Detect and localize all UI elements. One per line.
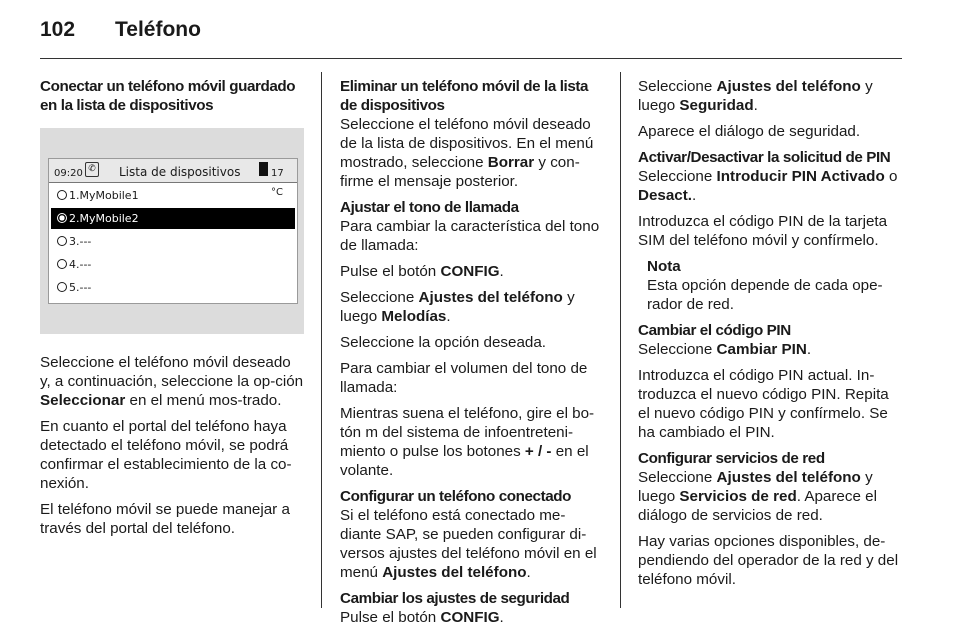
- note-title: Nota: [647, 258, 681, 275]
- device-list-item[interactable]: 1.MyMobile1: [51, 185, 295, 206]
- device-list-screen: [48, 158, 298, 304]
- device-list-screenshot: [40, 128, 304, 334]
- chapter-title: Teléfono: [115, 18, 201, 41]
- section-heading: Cambiar los ajustes de seguridad: [340, 590, 570, 607]
- device-list-item[interactable]: 3.---: [51, 231, 295, 252]
- paragraph: Pulse el botón CONFIG.: [340, 609, 504, 626]
- paragraph: Seleccione Introducir PIN Activado o Desact..: [638, 168, 898, 204]
- device-list-item[interactable]: 4.---: [51, 254, 295, 275]
- column-3: [638, 77, 904, 596]
- radio-icon: [57, 259, 67, 269]
- paragraph: Aparece el diálogo de seguridad.: [638, 123, 861, 140]
- paragraph: Seleccione Ajustes del teléfono y luego Seguridad.: [638, 78, 873, 114]
- paragraph: Seleccione Cambiar PIN.: [638, 341, 812, 358]
- note-box: [638, 257, 904, 314]
- device-list-item[interactable]: 5.---: [51, 277, 295, 298]
- clock: 09:20: [54, 168, 83, 179]
- column-divider: [321, 72, 322, 608]
- section-heading: Configurar un teléfono conectado: [340, 488, 572, 505]
- temperature: 17 °C: [271, 168, 284, 198]
- device-list-item-selected[interactable]: 2.MyMobile2: [51, 208, 295, 229]
- column-divider: [620, 72, 621, 608]
- page-number: 102: [40, 18, 76, 41]
- section-heading: Cambiar el código PIN: [638, 322, 791, 339]
- screen-title: Lista de dispositivos: [119, 165, 241, 179]
- radio-icon: [57, 236, 67, 246]
- paragraph: Seleccione Ajustes del teléfono y luego Servicios de red. Aparece el diálogo de servicios de red.: [638, 469, 877, 524]
- paragraph: Si el teléfono está conectado me-diante SAP, se pueden configurar di-versos ajustes del teléfono móvil en el menú Ajustes del teléfono.: [340, 507, 597, 581]
- phone-icon: ✆: [85, 162, 99, 177]
- section-heading: Eliminar un teléfono móvil de la lista de dispositivos: [340, 78, 589, 114]
- paragraph: Pulse el botón CONFIG.: [340, 263, 504, 280]
- radio-icon: [57, 190, 67, 200]
- paragraph: Para cambiar la característica del tono de llamada:: [340, 218, 600, 254]
- paragraph: Seleccione el teléfono móvil deseado y, a continuación, seleccione la op-ción Seleccionar en el menú mos-trado.: [40, 354, 304, 409]
- radio-selected-icon: [57, 213, 67, 223]
- column-1: [40, 77, 304, 545]
- section-heading: Activar/Desactivar la solicitud de PIN: [638, 149, 891, 166]
- column-2: [340, 77, 604, 634]
- paragraph: Hay varias opciones disponibles, de-pendiendo del operador de la red y del teléfono móvil.: [638, 533, 899, 588]
- paragraph: Seleccione el teléfono móvil deseado de la lista de dispositivos. En el menú mostrado, seleccione Borrar y con-firme el mensaje posterior.: [340, 116, 594, 190]
- header-rule: [40, 58, 902, 59]
- paragraph: Introduzca el código PIN actual. In-troduzca el nuevo código PIN. Repita el nuevo código PIN y confírmelo. Se ha cambiado el PIN.: [638, 367, 889, 441]
- section-heading: Ajustar el tono de llamada: [340, 199, 519, 216]
- paragraph: El teléfono móvil se puede manejar a través del portal del teléfono.: [40, 501, 290, 537]
- paragraph: Mientras suena el teléfono, gire el bo-tón m del sistema de infoentreteni-miento o pulse los botones + / - en el volante.: [340, 405, 595, 479]
- paragraph: Seleccione la opción deseada.: [340, 334, 547, 351]
- paragraph: En cuanto el portal del teléfono haya detectado el teléfono móvil, se podrá confirmar el establecimiento de la co-nexión.: [40, 418, 292, 492]
- section-heading: Conectar un teléfono móvil guardado en la lista de dispositivos: [40, 78, 296, 114]
- page-header: [40, 18, 201, 42]
- paragraph: Seleccione Ajustes del teléfono y luego Melodías.: [340, 289, 575, 325]
- knob-symbol: m: [365, 424, 378, 441]
- paragraph: Para cambiar el volumen del tono de llamada:: [340, 360, 588, 396]
- thermometer-icon: [259, 162, 268, 176]
- note-text: Esta opción depende de cada ope-rador de red.: [647, 277, 883, 313]
- section-heading: Configurar servicios de red: [638, 450, 825, 467]
- paragraph: Introduzca el código PIN de la tarjeta SIM del teléfono móvil y confírmelo.: [638, 213, 888, 249]
- radio-icon: [57, 282, 67, 292]
